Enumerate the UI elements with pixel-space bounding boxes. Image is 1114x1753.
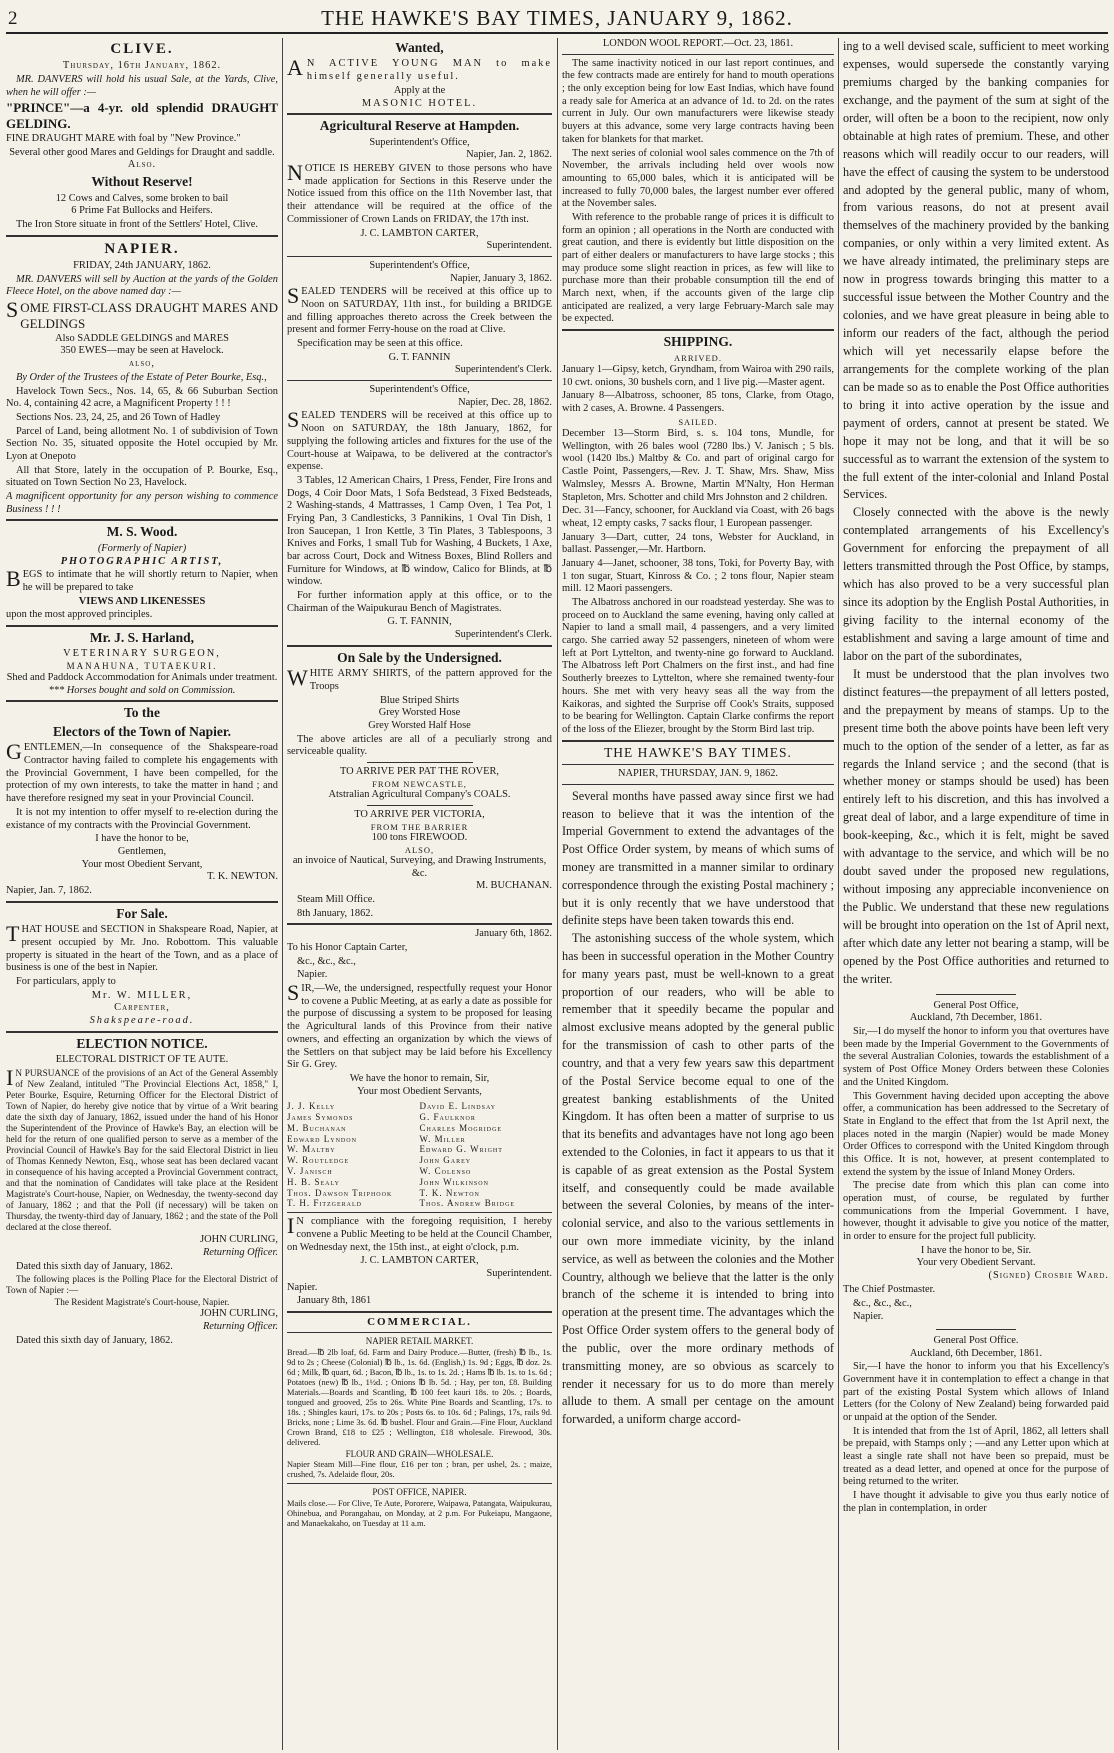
req-napier: Napier. [297,969,328,981]
mill: Steam Mill Office. [297,893,376,905]
signatory: T. K. Newton [419,1187,480,1198]
tender1-signature: G. T. FANNIN [388,351,451,363]
albatross-report: The Albatross anchored in our roadstead yesterday. She was to proceed on to Auckland the same evening, having only called at Napier to land a small mail, 4 passengers, and a very limited cargo. She carried away 52 passengers, nineteen of whom were left at Port Lyttelton, and twenty-nine go forward to Auckland. The Albatross left Port Chalmers on the first inst., and had fine Southerly breezes to Lyttelton, where she remained twenty-four hours. She met with very heavy seas all the way from the Kaikoras, and sighted the Surprise off Cook's Straits, supposed to be bearing for Wellington. Captain Clarke confirms the report of the loss of the Eliezer, brought by the Storm Bird last trip. [562,597,834,735]
agri-date: Napier, Jan. 2, 1862. [466,149,552,161]
gpo2-heading: General Post Office. [933,1334,1019,1346]
napier-sections: Sections Nos. 23, 24, 25, and 26 Town of Hadley [16,411,221,423]
rule [6,1031,278,1033]
gpo1-honor: I have the honor to be, Sir. [920,1244,1032,1256]
tender2-title: Superintendent's Clerk. [454,629,552,641]
tender1-office: Superintendent's Office, [369,259,470,271]
election-signature: JOHN CURLING, [200,1234,278,1246]
rule [562,764,834,765]
napier-mares: SOME FIRST-CLASS DRAUGHT MARES AND GELDINGS [6,297,278,331]
signatory: W. Colenso [419,1166,472,1177]
election-district: ELECTORAL DISTRICT OF TE AUTE. [55,1054,229,1066]
shipping-entry: January 3—Dart, cutter, 24 tons, Webster for Auckland, in ballast. Passenger,—Mr. Hartborn. [562,531,834,556]
clive-several: Several other good Mares and Geldings for Draught and saddle. [9,146,275,158]
napier-order: By Order of the Trustees of the Estate of Peter Bourke, Esq., [16,371,267,383]
on-sale-ad [287,650,552,921]
column-3 [562,38,834,1750]
comply-signature: J. C. LAMBTON CARTER, [360,1255,479,1267]
rule [6,519,278,521]
editorial-continued [843,38,1109,989]
shipping-heading: SHIPPING. [663,334,733,350]
tender2-items: 3 Tables, 12 American Chairs, 1 Press, Fender, Fire Irons and Dogs, 4 Coir Door Mats, 1 Sofa Bedstead, 3 Fixed Bedsteads, 2 Washing-stands, 4 Mattrasses, 1 Camp Oven, 1 Tea Pot, 1 Frying Pan, 3 Candlesticks, 3 Pannikins, 1 Oval Tin Dish, 1 Iron Saucepan, 1 Iron Kettle, 3 Tin Plates, 3 Tablespoons, 3 Knives and Forks, 1 small Tub for Washing, 4 Buckets, 1 Axe, bar across Court, Dock and Witness Boxes, Blind Rollers and Furniture for Windows, at ℔ window, Calico for Blinds, at ℔ window. [287,474,552,588]
napier-sale-ad [6,240,278,517]
post-heading: POST OFFICE, NAPIER. [372,1487,467,1498]
rule [287,380,552,381]
editorial-paragraph: Several months have passed away since first we had reason to believe that it was the intention of the Imperial Government to extend the advantages of the Post Office Order system, by means of which sums of money are transmitted in a manner similar to ordinary correspondence through the existing Postal machinery ; but it is only recently that we have understood that definite steps have been taken towards this end. [562,788,834,928]
harland-body: Shed and Paddock Accommodation for Animals under treatment. [6,672,278,684]
clive-heading: CLIVE. [110,41,174,57]
gpo1-signature: (Signed) Crosbie Ward. [988,1270,1109,1282]
wool-paragraph: The next series of colonial wool sales commence on the 7th of November, the arrivals including held over wools now amounting to 65,000 bales, which it is anticipated will be increased to fully 70,000 bales, the largest number ever offered at the November sales. [562,147,834,210]
rule [562,784,834,785]
arrived-label: ARRIVED. [674,352,722,363]
column-divider [557,38,558,1750]
page-number: 2 [8,8,18,29]
napier-ewes: 350 EWES—may be seen at Havelock. [60,345,224,357]
post-body: Mails close.— For Clive, Te Aute, Pororere, Waipawa, Patangata, Waipukurau, Ohinebua, and Porangahau, on Monday, at 2 p.m. For Pukeiapu, Mangaone, and Manaekakaho, on Tuesday at 11 a.m. [287,1499,552,1529]
gpo-letter-2 [843,1335,1109,1516]
invoice: an invoice of Nautical, Surveying, and Drawing Instruments, &c. [292,854,547,879]
election-dated: Dated this sixth day of January, 1862. [16,1260,173,1272]
shipping-entry: January 1—Gipsy, ketch, Gryndham, from Wairoa with 290 rails, 10 cwt. onions, 30 bushels corn, and 1 live pig.—Master agent. [562,363,834,388]
clive-reserve: Without Reserve! [91,174,193,190]
onsale-grey: Grey Worsted Hose [378,707,461,719]
column-divider [282,38,283,1750]
compliance-notice [287,1213,552,1308]
signatory: Charles Mogridge [419,1122,503,1133]
wood-heading: M. S. Wood. [106,524,178,540]
gpo2-body: It is intended that from the 1st of April, 1862, all letters shall be prepaid, with Stamps only ; —and any Letter upon which at least a single rate shall not have been so prepaid, must be treated as a dead letter, and opened at once for the purpose of being returned to the writer. [843,1425,1109,1488]
election-officer-2: Returning Officer. [202,1321,278,1333]
onsale-blue: Blue Striped Shirts [379,694,460,706]
electors-heading-2: Electors of the Town of Napier. [53,723,231,739]
req-etc: &c., &c., &c., [297,955,356,967]
wood-ad [6,524,278,622]
electors-gentlemen: Gentlemen, [117,845,167,857]
napier-havelock: Havelock Town Secs., Nos. 14, 65, & 66 Suburban Section No. 4, containing 42 acre, a Magnificent Property ! ! ! [6,385,278,410]
signatory: W. Routledge [287,1155,350,1166]
gpo2-date: Auckland, 6th December, 1861. [909,1347,1043,1359]
tender2-office: Superintendent's Office, [369,384,470,396]
electors-heading-1: To the [124,705,160,721]
signatory: Edward G. Wright [419,1144,503,1155]
wood-title: PHOTOGRAPHIC ARTIST, [60,555,224,567]
gpo1-to: The Chief Postmaster. [843,1283,936,1295]
rule [562,740,834,742]
editorial-title: THE HAWKE'S BAY TIMES. [604,744,792,760]
election-body: IN PURSUANCE of the provisions of an Act of the General Assembly of New Zealand, intituled "The Provincial Elections Act, 1858," I, Peter Bourke, Esquire, Returning Officer for the Electoral District of Town of Napier, do hereby give notice that by virtue of a Writ bearing date the sixth day of January, 1862, issued under the hand of his Honor the Superintendent of the Province of Hawke's Bay, an election will be held for the return of one qualified person to serve as a member of the Provincial Council of Hawke's Bay for the said Electoral District in lieu of Thomas Kennedy Newton, Esq., whose seat has been declared vacant in consequence of his having accepted a Provincial Government contract, and that the nomination of Candidates will take place at the Resident Magistrate's Court-house, Napier, on Wednesday, the twenty-second day of January, 1862 ; and that the Poll (if necessary) will be taken on Thursday, the twenty-third day of January, 1862 ; and the state of the Poll declared at the close thereof. [6,1064,278,1233]
shipping-entry: Dec. 31—Fancy, schooner, for Auckland via Coast, with 26 bags wheat, 12 empty casks, 7 sacks flour, 1 European passenger. [562,505,834,529]
wool-report [562,38,834,326]
req-body: SIR,—We, the undersigned, respectfully request your Honor to covene a Public Meeting, at as early a date as possible for the purpose of discussing a system to be proposed for leasing the Agricultural lands of this Province from their native owners, and effecting an organization by which the views of the Settlers on that subject may be laid before his Excellency Sir G. Grey. [287,980,552,1071]
rule [287,645,552,647]
agri-heading: Agricultural Reserve at Hampden. [319,118,520,134]
rule [562,54,834,55]
gpo2-body: Sir,—I have the honor to inform you that his Excellency's Government have it in contemplation to effect a change in that part of the existing Postal System which allows of Inland Letters (for the Colony of New Zealand) being forwarded paid or unpaid at the option of the Sender. [843,1361,1109,1423]
tender1-date: Napier, January 3, 1862. [450,272,552,284]
signatory: T. H. Fitzgerald [287,1198,362,1209]
signatory: W. Maltby [287,1144,336,1155]
commercial-section [287,1316,552,1529]
shipping-entry: December 13—Storm Bird, s. s. 104 tons, Mundle, for Wellington, with 26 bales wool (7280 lbs.) V. Janisch ; 5 bls. wool (1420 lbs.) Maltby & Co. and part of original cargo for Castle Point, Passengers,—Rev. J. T. Shaw, Mrs. Shaw, Miss Walmsley, Messrs A. Browne, Martin M'Nalty, Hon Herman Stapleton, Mrs. Schotter and child Mrs Johnston and 2 children. [562,428,834,503]
comply-napier: Napier. [287,1281,318,1293]
for-sale-particulars: For particulars, apply to [16,975,116,987]
tender1-body: SEALED TENDERS will be received at this office up to Noon on SATURDAY, 11th inst., for building a BRIDGE and filling approaches thereto across the Creek between the present and former Ferry-house on the road at Clive. [287,283,552,336]
mill-date: 8th January, 1862. [297,907,374,919]
column-divider [838,38,839,1750]
shipping-entry: January 4—Janet, schooner, 38 tons, Toki, for Poverty Bay, with 1 ton sugar, Stuart, Kinross & Co. ; 2 tons flour, Napier steam mill. 12 Maori passengers. [562,557,834,595]
req-honor: We have the honor to remain, Sir, [349,1072,490,1084]
election-court: The Resident Magistrate's Court-house, Napier. [54,1297,230,1308]
election-heading: ELECTION NOTICE. [76,1035,208,1051]
signatory: J. J. Kelly [287,1101,336,1112]
requisition-letter [287,928,552,1209]
arrive1-goods: Atstralian Agricultural Company's COALS. [328,789,511,801]
masthead [6,4,1108,34]
harland-ad [6,630,278,698]
agri-office: Superintendent's Office, [369,136,470,148]
req-date: January 6th, 1862. [475,928,552,940]
clive-store: The Iron Store situate in front of the Settlers' Hotel, Clive. [16,218,258,230]
onsale-body: WHITE ARMY SHIRTS, of the pattern approved for the Troops [287,665,552,692]
wool-heading: LONDON WOOL REPORT.—Oct. 23, 1861. [602,38,794,49]
rule [287,1483,552,1484]
comply-date: January 8th, 1861 [297,1295,372,1307]
gpo1-body: Sir,—I do myself the honor to inform you that overtures have been made by the Imperial Government to the Governments of the several Australian Colonies, towards the establishment of a system of Post Office Money Orders between these Colonies and the United Kingdom. [843,1026,1109,1088]
editorial-paragraph: Closely connected with the above is the newly contemplated arrangements of his Excellency's Government for enforcing the prepayment of all letters transmitted through the Post Office, by stamps, which has also proved to be a very successful plan since its adoption by the English Postal Authorities, in giving facility to the internal economy of the establishment and saving a large amount of time and labor on the part of the subordinates, [843,505,1109,663]
clive-bullocks: 6 Prime Fat Bullocks and Heifers. [71,205,213,217]
editorial-paragraph: The astonishing success of the whole system, which has been in successful operation in the Mother Country for many years past, must be well-known to a great proportion of our readers, who will be able to remember that it speedily became the popular and almost exclusive means adopted by the general public for the transmission of cash to other parts of the country, and that a very few years saw this department of the Postal Service become equal to one of the greatest banking establishments of the United Kingdom. It has often been a matter of surprise to us that its benefits and advantages have not long ago been extended to the Colonies, in fact it appears to us that it is capable of as great extension as the Postal System itself, and consequently could be made available between the several Colonies, by means of the inter-colonial service, and also to the various settlements in our own more immediate vicinity, by the inland service, as well as between the colonies and the Mother Country, although we believe that the latter is the only branch of the scheme it is intended to bring into operation at the present time. The advantages which the Post Office Order system offers to the general body of the public, over the more ordinary methods of transmitting money, are so obvious as scarcely to render it necessary for us to do more than merely allude to them. A small per centage on the amount forwarded, a uniform charge accord- [562,931,834,1427]
signatory: G. Faulknor [419,1112,476,1123]
wood-formerly: (Formerly of Napier) [97,542,187,554]
rule [6,235,278,237]
harland-heading: Mr. J. S. Harland, [89,629,195,645]
election-signature-2: JOHN CURLING, [200,1308,278,1320]
signatory: M. Buchanan [287,1122,347,1133]
for-sale-road: Shakspeare-road. [89,1014,195,1026]
signatory: W. Miller [419,1133,466,1144]
agri-title: Superintendent. [486,240,552,252]
sailed-label: SAILED. [678,416,718,427]
onsale-heading: On Sale by the Undersigned. [337,649,502,665]
req-servants: Your most Obedient Servants, [357,1085,482,1097]
bridge-tender [287,260,552,377]
rule [367,805,473,806]
wholesale-body: Napier Steam Mill—Fine flour, £16 per ton ; bran, per ushel, 2s. ; maize, crushed, 7s. Adelaide flour, 20s. [287,1460,552,1480]
column-2 [287,38,552,1750]
napier-parcel: Parcel of Land, being allotment No. 1 of subdivision of Town Section No. 35, situated opposite the Hotel occupied by Mr. Lyon at Onepoto [6,425,278,462]
wanted-hotel: MASONIC HOTEL. [361,97,478,109]
signatories-list [287,1101,552,1209]
rule [287,1212,552,1213]
arrive1-from: FROM NEWCASTLE, [372,778,467,789]
clive-also: Also. [127,159,157,171]
electors-date: Napier, Jan. 7, 1862. [6,884,92,896]
election-notice [6,1036,278,1348]
signatory: H. B. Sealy [287,1176,340,1187]
rule [287,113,552,115]
rule [936,994,1016,995]
electors-signature: T. K. NEWTON. [207,871,278,883]
courthouse-tender [287,384,552,642]
clive-cows: 12 Cows and Calves, some broken to bail [55,192,229,204]
signatory: John Wilkinson [419,1176,489,1187]
tender2-date: Napier, Dec. 28, 1862. [458,396,552,408]
electors-honor: I have the honor to be, [95,833,189,845]
signatory: Thos. Andrew Bridge [419,1198,516,1209]
for-sale-ad [6,906,278,1028]
wool-paragraph: The same inactivity noticed in our last report continues, and the few contracts made are entirely for hand to mouth operations ; the only exception being for low East Indias, which have found a ready sale for America at an advance of 1d. to 2d. on the rates current in July. Our own manufacturers were likewise steady buyers at this advance, some very large contracts having been taken for blankets for that market. [562,57,834,145]
comply-title: Superintendent. [486,1268,552,1280]
signatory: Thos. Dawson Triphook [287,1187,393,1198]
shipping-section [562,334,834,736]
tender2-body: SEALED TENDERS will be received at this office up to Noon on SATURDAY, the 18th January, 1862, for supplying the following articles and fixtures for the use of the Court-house at Waipawa, to be delivered at the contractor's expense. [287,407,552,473]
buchanan-signature: M. BUCHANAN. [476,880,552,892]
arrive2-from: FROM THE BARRIER [370,821,469,832]
rule [6,625,278,627]
gpo1-heading: General Post Office, [933,999,1019,1011]
agri-signature: J. C. LAMBTON CARTER, [360,227,479,239]
editorial-paragraph: ing to a well devised scale, sufficient to meet working expenses, would supersede the constantly varying premiums charged by the banking companies for exchange, and the payment of the sum at sight of the order, will often be a boon to the recipient, now only obtainable at high rates of premium. These, and other reasons which will readily occur to our readers, will have the effect of causing the system to be understood and adopted by the general public, many of whom, from various reasons, do not at present avail themselves of the machinery provided by the banking companies, or only within a very limited extent. As we have already intimated, the preliminary steps are now in progress towards bringing this matter to a successful issue between the Mother Country and the colonies, and we have great pleasure in being able to inform our readers of the fact, although the period which will yet necessarily elapse before the arrangements for the complete working of the plan can be made so as to enable the Post Office authorities to bring it into active operation by the issue and payment of orders, cannot at present be stated. We hope it may not be long, and that it will be so successful as to warrant the extension of the system to the full extent of the inter-colonial and Inland Postal Services. [843,39,1109,502]
req-to: To his Honor Captain Carter, [287,942,408,954]
market-heading: NAPIER RETAIL MARKET. [365,1336,474,1347]
editorial-paragraph: It must be understood that the plan involves two distinct features—the prepayment of all letters posted, and the prepayment by means of stamps. Up to the present time both the above points have been left very much to the option of the sender of a letter, as far as regards the Inland service ; and the second (that is whether money or stamps should be used) has been entirely left to his discretion, and this has involved a great deal of labor, and a large expenditure of time in book-keeping, &c., which it is felt, might be saved with advantage to the service, and which will be no doubt saved under the proposed new regulations, without imposing any appreciable inconvenience on the Public. We understand that these new regulations will be brought into operation on the 1st of April next, after which date any letter not bearing a stamp, will be opened by the Post Office authorities and returned to the writer. [843,666,1109,986]
harland-place: MANAHUNA, TUTAEKURI. [66,661,218,672]
clive-mare: FINE DRAUGHT MARE with foal by "New Province." [6,133,241,145]
clive-intro: MR. DANVERS will hold his usual Sale, at the Yards, Clive, when he will offer :— [6,73,278,98]
election-dated-2: Dated this sixth day of January, 1862. [16,1334,173,1346]
harland-title: VETERINARY SURGEON, [63,648,221,660]
rule [287,256,552,257]
napier-magnificent: A magnificent opportunity for any person wishing to commence Business ! ! ! [6,491,278,515]
for-sale-heading: For Sale. [116,905,168,921]
arrive2: TO ARRIVE PER VICTORIA, [354,808,485,820]
gpo-letter-1 [843,1000,1109,1324]
onsale-grey-half: Grey Worsted Half Hose [368,720,471,732]
column-1 [6,38,278,1750]
gpo1-etc: &c., &c., &c., [853,1297,912,1309]
clive-prince: "PRINCE"—a 4-yr. old splendid DRAUGHT GELDING. [6,100,278,132]
wool-paragraph: With reference to the probable range of prices it is difficult to form an opinion ; all operations in the North are conducted with great caution, and there is evidently but little disposition on the part of either dealers or manufacturers to have large stocks ; this may produce some slight reaction in prices, as few will like to purchase more than their probable consumption till the end of March next, when, if the accounts given of the large clip anticipated are realized, a very large February-March sale may be expected. [562,211,834,325]
rule [287,923,552,925]
wanted-ad [287,40,552,110]
for-sale-trade: Carpenter, [114,1002,170,1014]
tender1-spec: Specification may be seen at this office. [297,338,463,349]
signatory: David E. Lindsay [419,1101,497,1112]
signatory: James Symonds [287,1112,354,1123]
rule [562,329,834,331]
onsale-quality: The above articles are all of a peculiarly strong and serviceable quality. [287,733,552,758]
electors-body: GENTLEMEN,—In consequence of the Shakspeare-road Contractor having failed to complete his engagements with the Provincial Government, I have been compelled, for the protection of my own interests, to take the matter in hand ; and have therefore resigned my seat in your Provincial Council. [6,739,278,805]
rule [936,1329,1016,1330]
clive-sale-ad [6,40,278,232]
rule [287,1332,552,1333]
editorial [562,745,834,1429]
market-body: Bread.—℔ 2lb loaf, 6d. Farm and Dairy Produce.—Butter, (fresh) ℔ lb., 1s. 9d to 2s ; Cheese (Colonial) ℔ lb., 1s. 6d. (English,) 1s. 9d ; Eggs, ℔ doz. 2s. 6d ; Milk, ℔ quart, 6d. ; Bacon, ℔ lb., 1s. to 1s. 2d. ; Hams ℔ lb. 1s. to 1s. 6d ; Potatoes (new) ℔ lb., 1½d. ; Onions ℔ lb. 5d. ; Hay, per ton, £8. Building Materials.—Boards and Scantling, ℔ 100 feet kauri 18s. to 20s. ; Boards, tongued and grooved, 25s to 26s. White Pine Boards and Scantling, 17s. to 18s. ; Shingles kauri, 17s. to 20s ; Posts 6s. to 10s. 6d ; Palings, 17s, rails 9d. Bricks, none ; Lime 3s. 6d. ℔ bushel. Flour and Grain.—Fine Flour, Auckland Crown Brand, £18 to £25 ; Wellington, £18 wholesale. Firewood, 30s. delivered. [287,1348,552,1447]
napier-store: All that Store, lately in the occupation of P. Bourke, Esq., situated on Town Section No 23, Havelock. [6,464,278,489]
signatory: Edward Lyndon [287,1133,357,1144]
arrive2-goods: 100 tons FIREWOOD. [371,831,468,843]
wood-tail: upon the most approved principles. [6,609,153,621]
editorial-date: NAPIER, THURSDAY, JAN. 9, 1862. [617,768,779,780]
electors-body-2: It is not my intention to offer myself to re-election during the existance of my contracts with the Provincial Government. [6,806,278,831]
napier-also: also, [129,358,155,370]
signatory: V. Janisch [287,1166,333,1177]
gpo1-date: Auckland, 7th December, 1861. [909,1012,1043,1024]
gpo1-napier: Napier. [853,1311,884,1323]
comply-body: IN compliance with the foregoing requisition, I hereby convene a Public Meeting to be held at the Council Chamber, on Wednesday next, the 15th inst., at eight o'clock, p.m. [287,1213,552,1253]
rule [367,762,473,763]
election-officer: Returning Officer. [202,1246,278,1258]
commercial-heading: COMMERCIAL. [367,1316,472,1329]
clive-date: Thursday, 16th January, 1862. [62,60,222,72]
electors-notice [6,705,278,897]
napier-saddle: Also SADDLE GELDINGS and MARES [55,332,229,344]
column-4 [843,38,1109,1750]
shipping-entry: January 8—Albatross, schooner, 85 tons, Clarke, from Otago, with 2 cases, A. Browne. 4 Passengers. [562,390,834,415]
rule [6,700,278,702]
gpo2-body: I have thought it advisable to give you thus early notice of the plan in contemplation, in order [843,1490,1109,1514]
harland-note: *** Horses bought and sold on Commission. [48,684,236,696]
gpo1-body: This Government having decided upon accepting the above offer, a communication has been addressed to the Secretary of State in England to the effect that from the 1st April next, the places noted in the margin (Napier) would be made Money Order Offices to correspond with the United Kingdom through this Office. It is not, however, at present contemplated to extend the system by the issue of Inland Money Orders. [843,1090,1109,1178]
wood-views: VIEWS AND LIKENESSES [78,595,206,607]
wholesale-heading: FLOUR AND GRAIN—WHOLESALE. [345,1448,494,1459]
tender2-further: For further information apply at this office, or to the Chairman of the Waipukurau Bench of Magistrates. [287,590,552,614]
wanted-heading: Wanted, [395,40,444,55]
gpo1-servant: Your very Obedient Servant. [916,1257,1036,1269]
gpo1-body: The precise date from which this plan can come into operation must, of course, be regulated by further communications from the Imperial Government. I have, however, thought it advisable to give you notice of the matter, in order to ensure for the project full publicity. [843,1180,1109,1243]
for-sale-body: THAT HOUSE and SECTION in Shakspeare Road, Napier, at present occupied by Mr. Jno. Robottom. This valuable property is situated in the heart of the Town, and as a place of business is one of the best in Napier. [6,921,278,974]
signatory: John Garey [419,1155,472,1166]
agri-body: NOTICE IS HEREBY GIVEN to those persons who have made application for Sections in this Reserve under the Notice issued from this office on the 11th November last, that their attendance will be required at the office of the Commissioner of Crown Lands on FRIDAY, the 17th inst. [287,160,552,225]
electors-servant: Your most Obedient Servant, [81,858,203,870]
rule [287,1311,552,1313]
napier-date: FRIDAY, 24th JANUARY, 1862. [73,259,211,271]
rule [6,901,278,903]
newspaper-title: THE HAWKE'S BAY TIMES, JANUARY 9, 1862. [321,6,793,30]
napier-heading: NAPIER. [104,240,180,257]
for-sale-name: Mr. W. MILLER, [91,989,193,1001]
agricultural-reserve-notice [287,118,552,253]
wanted-apply: Apply at the [393,84,446,96]
napier-intro: MR. DANVERS will sell by Auction at the yards of the Golden Fleece Hotel, on the above named day :— [6,273,278,298]
also: ALSO, [404,844,435,855]
election-polling: The following places is the Polling Place for the Electoral District of Town of Napier :— [6,1274,278,1296]
tender2-signature: G. T. FANNIN, [387,616,452,628]
wood-body: BEGS to intimate that he will shortly return to Napier, when he will be prepared to take [6,566,278,593]
arrive1: TO ARRIVE PER PAT THE ROVER, [340,766,499,778]
tender1-title: Superintendent's Clerk. [454,364,552,376]
wanted-body: AN ACTIVE YOUNG MAN to make himself generally useful. [287,55,552,83]
